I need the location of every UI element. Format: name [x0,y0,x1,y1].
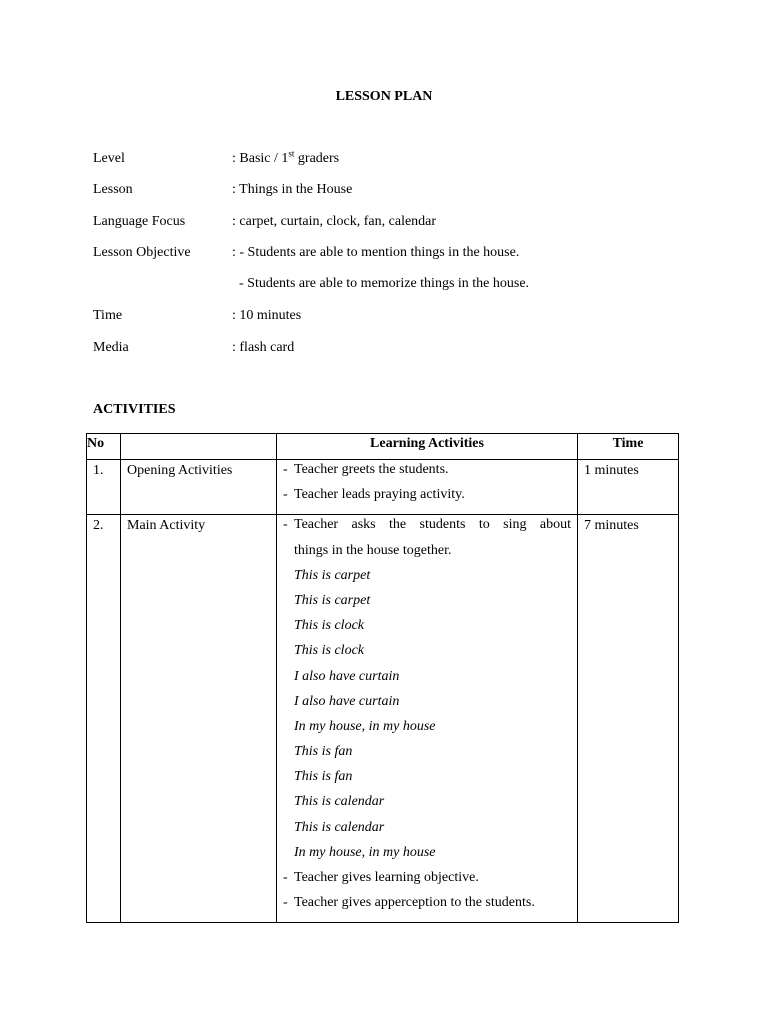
row-activities-cell [277,515,578,923]
info-value-media: : flash card [232,340,295,355]
activity-word: asks [351,517,376,533]
activity-list [277,460,577,514]
activity-line: - Teacher leads praying activity. [283,486,571,511]
song-line: This is clock [294,618,364,634]
activity-word: - Teacher [294,517,339,533]
row-name: Main Activity [127,518,206,534]
song-line: In my house, in my house [294,718,436,734]
level-superscript: st [288,148,295,159]
header-name [121,434,277,460]
info-label-lesson-objective: Lesson Objective [93,245,191,260]
info-label-time: Time [93,308,123,323]
row-name-cell [121,515,277,923]
song-line: This is calendar [294,819,385,835]
info-value-lesson-objective-2: - Students are able to memorize things in the house. [239,276,530,291]
row-no-cell [87,515,121,923]
row-time: 1 minutes [584,463,639,478]
activity-word: students [419,517,466,533]
info-value-level [232,150,339,168]
row-no-cell [87,460,121,515]
row-no: 2. [93,518,104,534]
activity-line: - Teacher gives apperception to the students. [283,894,571,919]
row-time: 7 minutes [584,518,639,534]
song-line: I also have curtain [294,668,400,684]
info-value-lesson: : Things in the House [232,182,353,197]
header-time: Time [578,434,679,460]
song-line: This is clock [294,643,364,659]
row-activities-cell [277,460,578,515]
document-title: LESSON PLAN [335,89,433,104]
level-prefix: : Basic / 1 [232,151,289,166]
activities-heading: ACTIVITIES [93,402,176,417]
info-value-lesson-objective-1: : - Students are able to mention things in the house. [232,245,520,260]
activity-word: sing [503,517,527,533]
song-line: I also have curtain [294,693,400,709]
song-line: This is carpet [294,567,371,583]
level-suffix: graders [294,151,340,166]
info-label-lesson: Lesson [93,182,133,197]
row-name: Opening Activities [127,463,233,478]
table-header-row [87,434,679,460]
activity-list [277,515,577,922]
info-value-language-focus: : carpet, curtain, clock, fan, calendar [232,214,437,229]
info-label-level: Level [93,151,125,166]
table-row [87,460,679,515]
row-time-cell [578,515,679,923]
song-line: This is calendar [294,794,385,810]
info-value-time: : 10 minutes [232,308,302,323]
info-label-media: Media [93,340,129,355]
song-line: This is fan [294,769,353,785]
table-row [87,515,679,923]
activity-word: the [389,517,407,533]
song-line: This is carpet [294,592,371,608]
activity-line: things in the house together. [294,542,452,558]
song-line: In my house, in my house [294,844,436,860]
row-time-cell [578,460,679,515]
activities-table [86,433,679,923]
info-label-language-focus: Language Focus [93,214,186,229]
header-no: No [87,434,121,460]
song-line: This is fan [294,744,353,760]
activity-line: - Teacher greets the students. [283,461,571,486]
row-name-cell [121,460,277,515]
activity-line-justified [283,516,571,541]
activity-line: - Teacher gives learning objective. [283,869,571,894]
header-learning-activities: Learning Activities [277,434,578,460]
row-no: 1. [93,463,104,478]
activity-word: about [539,517,571,533]
activity-word: to [478,517,490,533]
